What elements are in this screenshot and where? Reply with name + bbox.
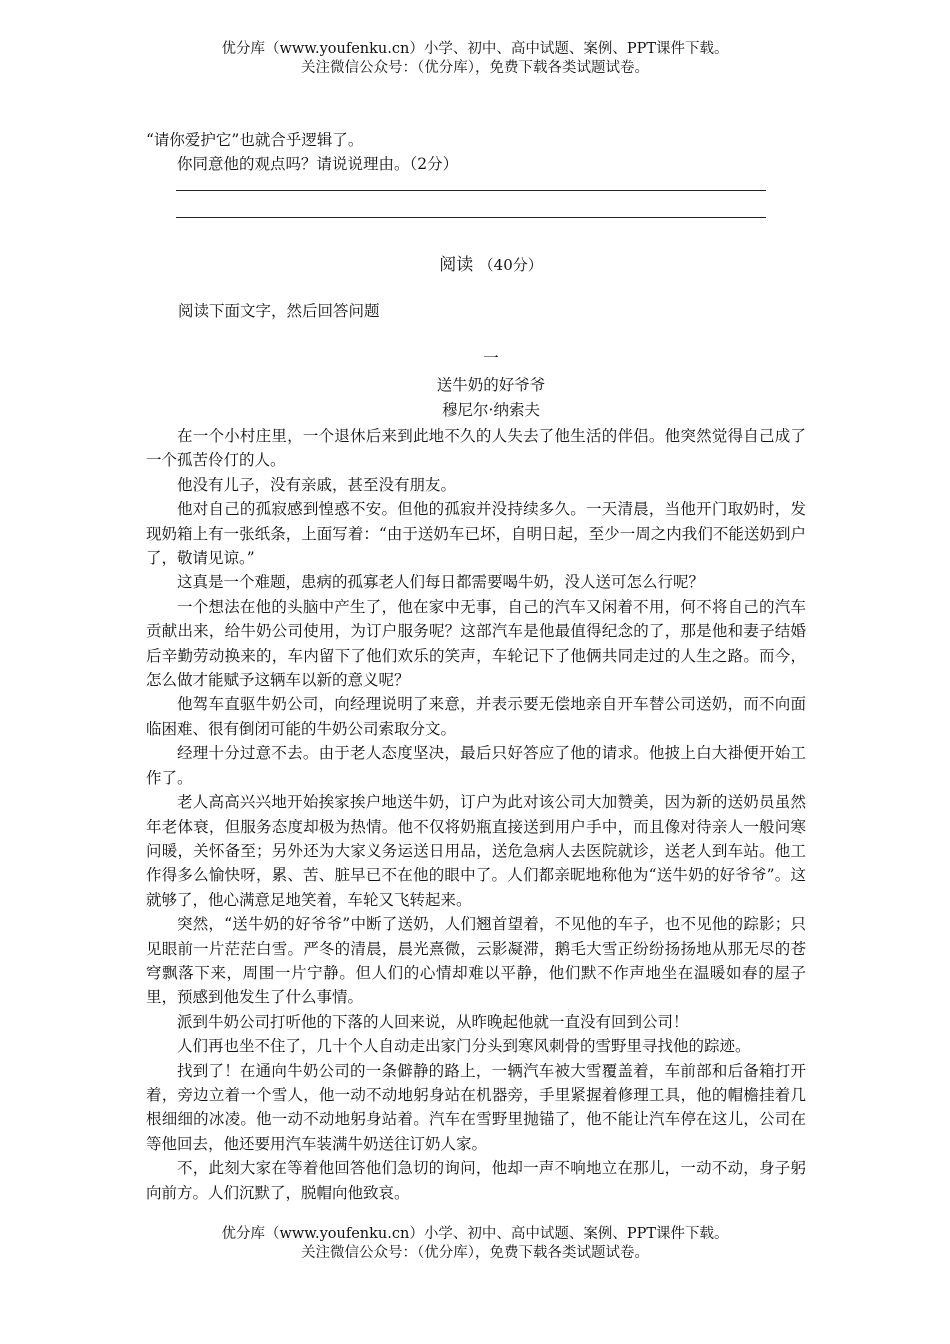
paragraph: 在一个小村庄里，一个退休后来到此地不久的人失去了他生活的伴侣。他突然觉得自己成了一个孤苦伶仃的人。 — [146, 427, 806, 470]
article-title: 送牛奶的好爷爷 — [436, 376, 546, 394]
paragraph: 一个想法在他的头脑中产生了，他在家中无事，自己的汽车又闲着不用，何不将自己的汽车贡献出来，给牛奶公司使用，为订户服务呢？这部汽车是他最值得纪念的了，那是他和妻子结婚后辛勤劳动换来的，车内留下了他们欢乐的笑声，车轮记下了他俩共同走过的人生之路。而今，怎么做才能赋予这辆车以新的意义呢？ — [146, 597, 806, 690]
paragraph: 派到牛奶公司打听他的下落的人回来说，从昨晚起他就一直没有回到公司！ — [177, 1012, 689, 1031]
paragraph: 突然，“送牛奶的好爷爷”中断了送奶，人们翘首望着，不见他的车子，也不见他的踪影；只见眼前一片茫茫白雪。严冬的清晨，晨光熹微，云影凝滞，鹅毛大雪正纷纷扬扬地从那无尽的苍穹飘落下来，周围一片宁静。但人们的心情却难以平静，他们默不作声地坐在温暖如春的屋子里，预感到他发生了什么事情。 — [146, 915, 806, 1007]
paragraph: 找到了！在通向牛奶公司的一条僻静的路上，一辆汽车被大雪覆盖着，车前部和后备箱打开着，旁边立着一个雪人，他一动不动地躬身站在机器旁，手里紧握着修理工具，他的帽檐挂着几根细细的冰凌。他一动不动地躬身站着。汽车在雪野里抛锚了，他不能让汽车停在这儿，公司在等他回去，他还要用汽车装满牛奶送往订奶人家。 — [146, 1061, 806, 1153]
footer-line-2: 关注微信公众号：（优分库），免费下载各类试题试卷。 — [301, 1245, 649, 1261]
section-score: （40分） — [478, 256, 543, 274]
paragraph: 他没有儿子，没有亲戚，甚至没有朋友。 — [177, 475, 457, 494]
paragraph: 老人高高兴兴地开始挨家挨户地送牛奶，订户为此对该公司大加赞美，因为新的送奶员虽然年老体衰，但服务态度却极为热情。他不仅将奶瓶直接送到用户手中，而且像对待亲人一般问寒问暖，关怀备至；另外还为大家义务运送日用品，送危急病人去医院就诊，送老人到车站。他工作得多么愉快呀，累、苦、脏早已不在他的眼中了。人们都亲昵地称他为“送牛奶的好爷爷”。这就够了，他心满意足地笑着，车轮又飞转起来。 — [146, 793, 806, 909]
paragraph: 人们再也坐不住了，几十个人自动走出家门分头到寒风刺骨的雪野里寻找他的踪迹。 — [177, 1037, 751, 1056]
header-line-1: 优分库（www.youfenku.cn）小学、初中、高中试题、案例、PPT课件下载。 — [221, 41, 729, 57]
article-number: 一 — [483, 349, 499, 367]
section-title: 阅读 — [439, 255, 474, 275]
article-author: 穆尼尔·纳索夫 — [442, 401, 540, 419]
paragraph: 经理十分过意不去。由于老人态度坚决，最后只好答应了他的请求。他披上白大褂便开始工作了。 — [146, 744, 806, 787]
paragraph: 不，此刻大家在等着他回答他们急切的询问，他却一声不响地立在那儿，一动不动，身子躬向前方。人们沉默了，脱帽向他致哀。 — [146, 1159, 806, 1202]
question-text: 你同意他的观点吗？请说说理由。（2分） — [177, 155, 459, 174]
paragraph: 这真是一个难题，患病的孤寡老人们每日都需要喝牛奶，没人送可怎么行呢？ — [177, 573, 705, 592]
section-heading — [146, 250, 836, 275]
answer-line-2 — [176, 217, 766, 218]
paragraph: 他对自己的孤寂感到惶惑不安。但他的孤寂并没持续多久。一天清晨，当他开门取奶时，发现奶箱上有一张纸条，上面写着：“由于送奶车已坏，自明日起，至少一周之内我们不能送奶到户了，敬请见谅。” — [146, 500, 806, 568]
section-instruction: 阅读下面文字，然后回答问题 — [178, 302, 380, 320]
page-header — [0, 40, 950, 78]
article-body — [146, 424, 806, 1205]
continuation-text: “请你爱护它”也就合乎逻辑了。 — [146, 131, 364, 149]
header-line-2: 关注微信公众号：（优分库），免费下载各类试题试卷。 — [301, 60, 649, 76]
page-content — [146, 128, 806, 1202]
answer-line-1 — [176, 190, 766, 191]
footer-line-1: 优分库（www.youfenku.cn）小学、初中、高中试题、案例、PPT课件下载。 — [221, 1226, 729, 1242]
paragraph: 他驾车直驱牛奶公司，向经理说明了来意，并表示要无偿地亲自开车替公司送奶，而不向面临困难、很有倒闭可能的牛奶公司索取分文。 — [146, 695, 806, 738]
page-footer — [0, 1225, 950, 1263]
